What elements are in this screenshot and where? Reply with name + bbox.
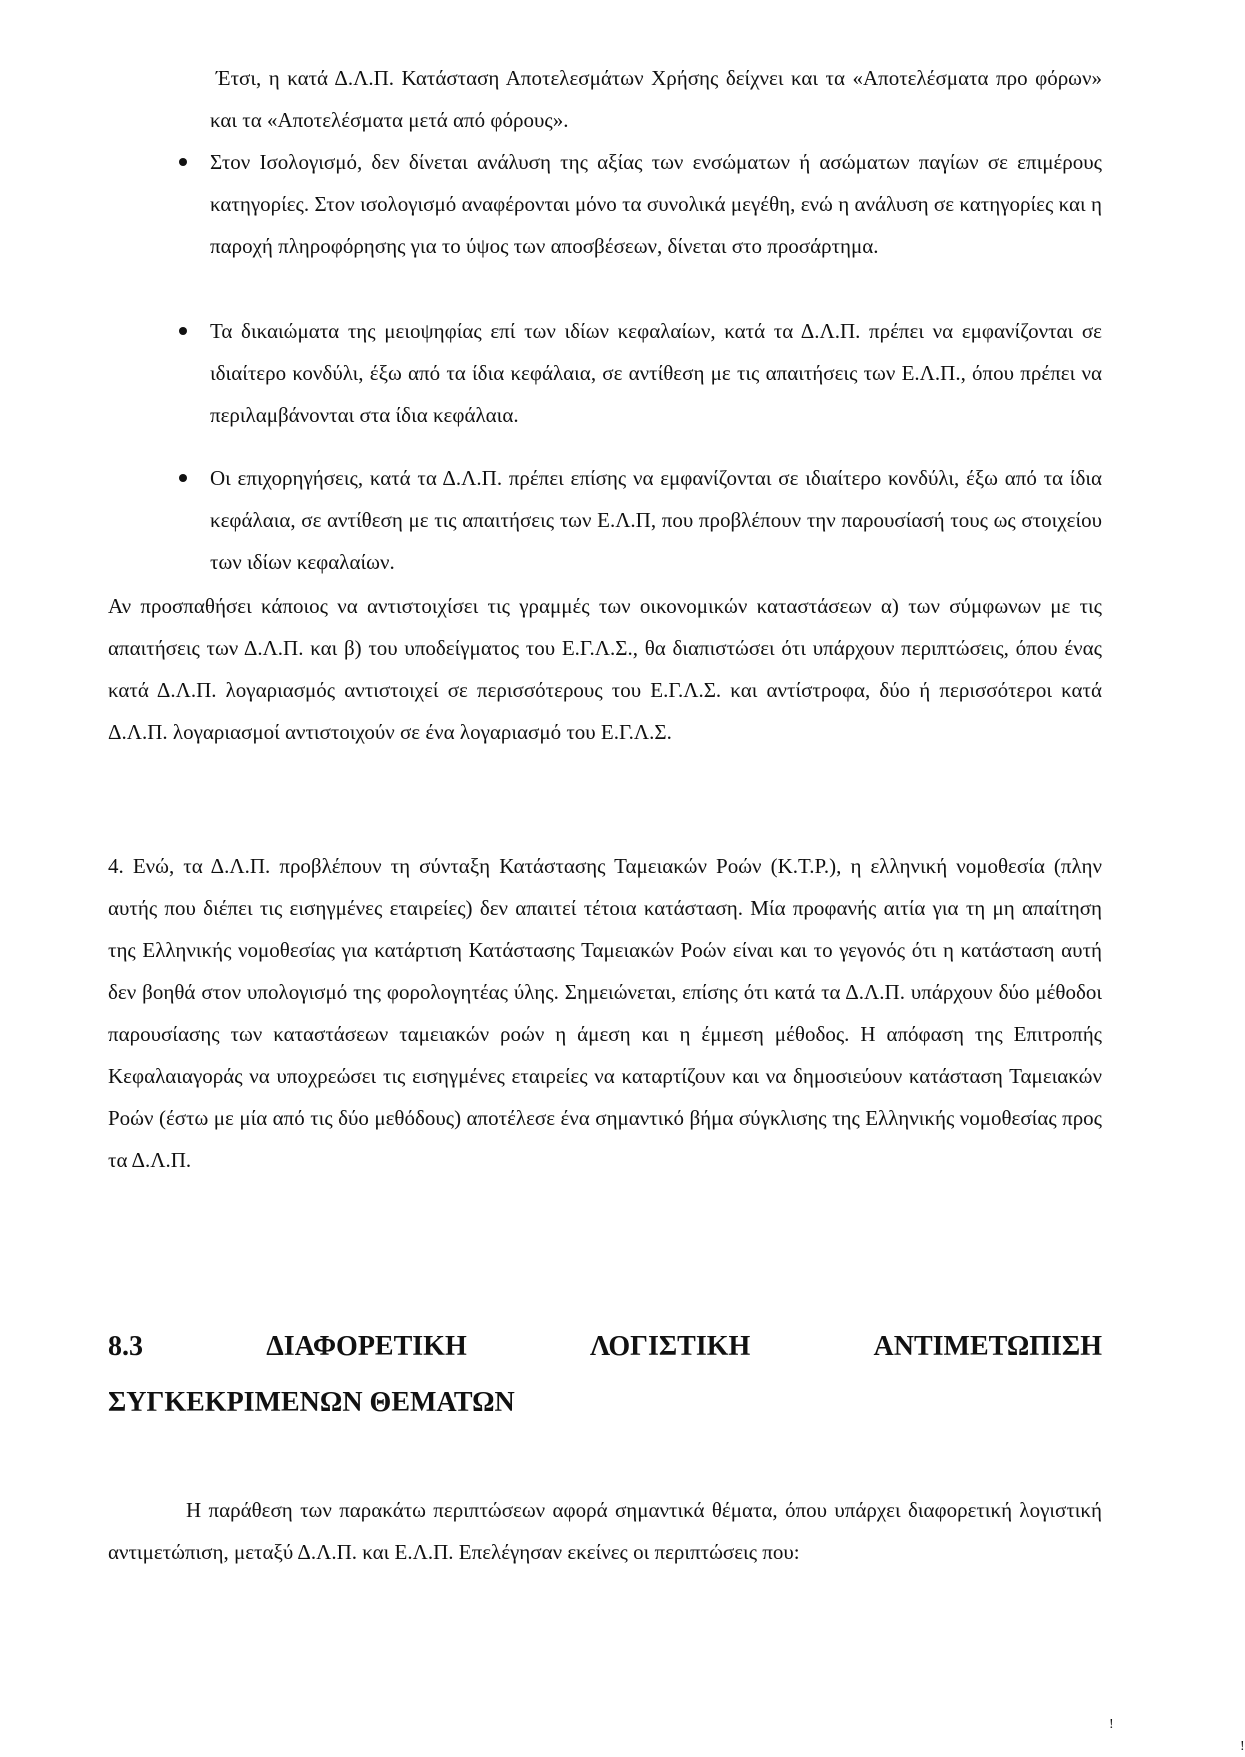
bullet-item-balance-sheet <box>210 141 1102 267</box>
bullet-text: Οι επιχορηγήσεις, κατά τα Δ.Λ.Π. πρέπει επίσης να εμφανίζονται σε ιδιαίτερο κονδύλι, έξω από τα ίδια κεφάλαια, σε αντίθεση με τις απαιτήσεις των Ε.Λ.Π, που προβλέπουν την παρουσίασή τους ως στοιχείου των ιδίων κεφαλαίων. <box>210 466 1102 574</box>
paragraph-cash-flow: 4. Ενώ, τα Δ.Λ.Π. προβλέπουν τη σύνταξη Κατάστασης Ταμειακών Ροών (Κ.Τ.Ρ.), η ελληνική νομοθεσία (πλην αυτής που διέπει τις εισηγμένες εταιρείες) δεν απαιτεί τέτοια κατάσταση. Μία προφανής αιτία για τη μη απαίτηση της Ελληνικής νομοθεσίας για κατάρτιση Κατάστασης Ταμειακών Ροών είναι και το γεγονός ότι η κατάσταση αυτή δεν βοηθά στον υπολογισμό της φορολογητέας ύλης. Σημειώνεται, επίσης ότι κατά τα Δ.Λ.Π. υπάρχουν δύο μέθοδοι παρουσίασης των καταστάσεων ταμειακών ροών η άμεση και η έμμεση μέθοδος. Η απόφαση της Επιτροπής Κεφαλαιαγοράς να υποχρεώσει τις εισηγμένες εταιρείες να καταρτίζουν και να δημοσιεύουν κατάσταση Ταμειακών Ροών (έστω με μία από τις δύο μεθόδους) αποτέλεσε ένα σημαντικό βήμα σύγκλισης της Ελληνικής νομοθεσίας προς τα Δ.Λ.Π. <box>108 854 1102 1172</box>
stray-mark: ! <box>1240 1739 1245 1754</box>
bullet-dot <box>179 158 187 166</box>
bullet-text: Τα δικαιώματα της μειοψηφίας επί των ιδίων κεφαλαίων, κατά τα Δ.Λ.Π. πρέπει να εμφανίζονται σε ιδιαίτερο κονδύλι, έξω από τα ίδια κεφάλαια, σε αντίθεση με τις απαιτήσεις των Ε.Λ.Π., όπου πρέπει να περιλαμβάνονται στα ίδια κεφάλαια. <box>210 319 1102 427</box>
bullet-item-grants <box>210 457 1102 583</box>
section-heading <box>108 1319 1102 1431</box>
section-heading-line-1: 8.3 ΔΙΑΦΟΡΕΤΙΚΗ ΛΟΓΙΣΤΙΚΗ ΑΝΤΙΜΕΤΩΠΙΣΗ <box>108 1331 1102 1362</box>
bullet-dot <box>179 474 187 482</box>
paragraph-account-mapping: Αν προσπαθήσει κάποιος να αντιστοιχίσει τις γραμμές των οικονομικών καταστάσεων α) των σύμφωνων με τις απαιτήσεις των Δ.Λ.Π. και β) του υποδείγματος του Ε.Γ.Λ.Σ., θα διαπιστώσει ότι υπάρχουν περιπτώσεις, όπου ένας κατά Δ.Λ.Π. λογαριασμός αντιστοιχεί σε περισσότερους του Ε.Γ.Λ.Σ. και αντίστροφα, δύο ή περισσότεροι κατά Δ.Λ.Π. λογαριασμοί αντιστοιχούν σε ένα λογαριασμό του Ε.Γ.Λ.Σ. <box>108 594 1102 744</box>
bullet-dot <box>179 327 187 335</box>
intro-paragraph: Έτσι, η κατά Δ.Λ.Π. Κατάσταση Αποτελεσμάτων Χρήσης δείχνει και τα «Αποτελέσματα προ φόρων» και τα «Αποτελέσματα μετά από φόρους». <box>210 66 1102 132</box>
bullet-text: Στον Ισολογισμό, δεν δίνεται ανάλυση της αξίας των ενσώματων ή ασώματων παγίων σε επιμέρους κατηγορίες. Στον ισολογισμό αναφέρονται μόνο τα συνολικά μεγέθη, ενώ η ανάλυση σε κατηγορίες και η παροχή πληροφόρησης για το ύψος των αποσβέσεων, δίνεται στο προσάρτημα. <box>210 150 1102 258</box>
stray-mark: ! <box>1109 1717 1114 1732</box>
bullet-item-minority-rights <box>210 310 1102 436</box>
section-heading-line-2: ΣΥΓΚΕΚΡΙΜΕΝΩΝ ΘΕΜΑΤΩΝ <box>108 1387 515 1418</box>
paragraph-cases-intro: Η παράθεση των παρακάτω περιπτώσεων αφορά σημαντικά θέματα, όπου υπάρχει διαφορετική λογιστική αντιμετώπιση, μεταξύ Δ.Λ.Π. και Ε.Λ.Π. Επελέγησαν εκείνες οι περιπτώσεις που: <box>108 1498 1102 1564</box>
